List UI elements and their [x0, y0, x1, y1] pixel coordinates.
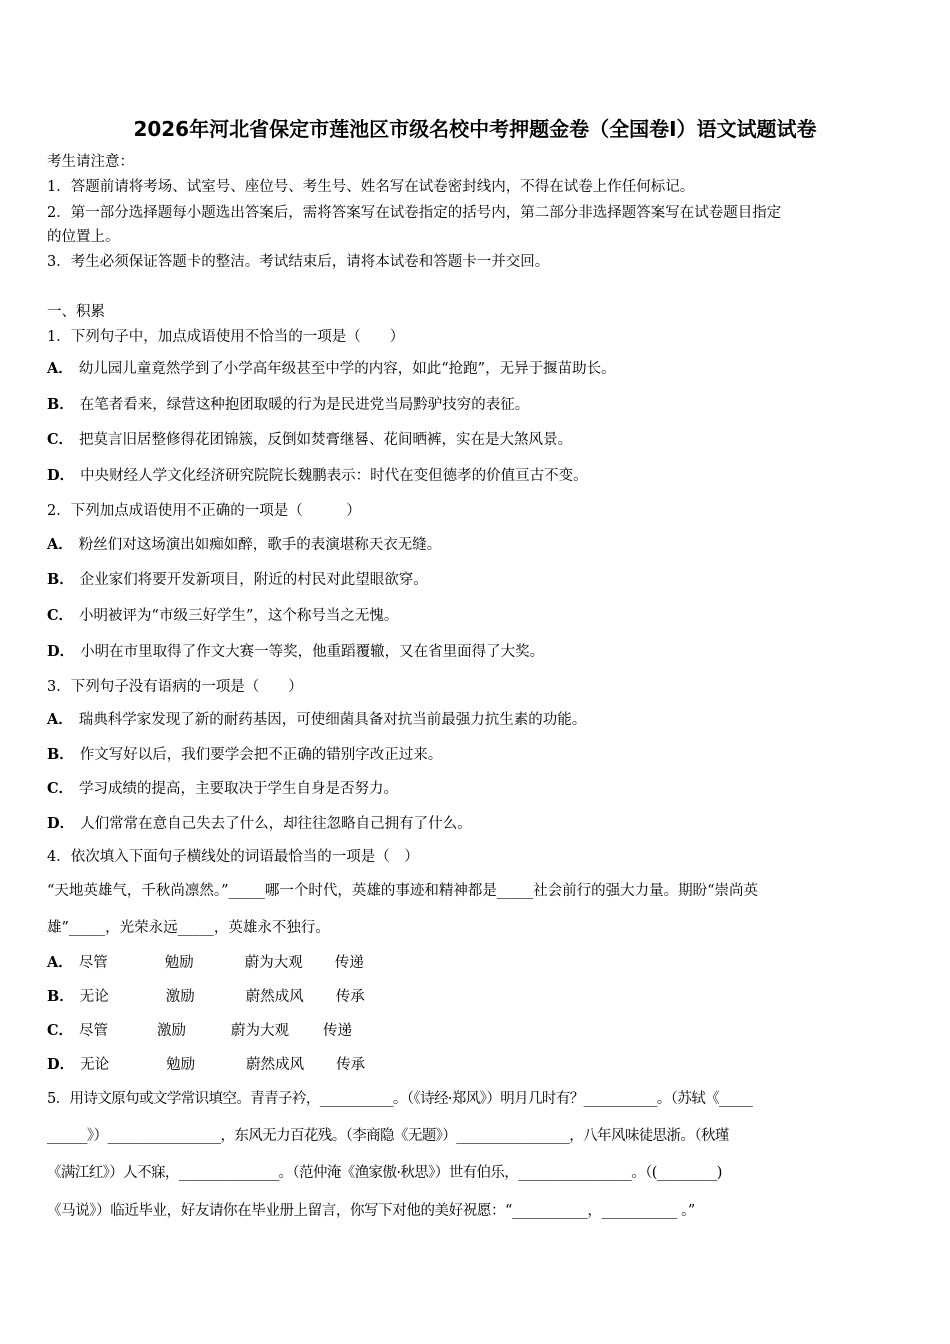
- option: [47, 606, 903, 626]
- option-word: 蔚为大观: [244, 955, 303, 971]
- option: [47, 1021, 903, 1041]
- option-text: 粉丝们对这场演出如痴如醉，歌手的表演堪称天衣无缝。: [78, 537, 442, 553]
- option: [47, 570, 903, 590]
- option-label: D．: [47, 467, 75, 484]
- option-label: C．: [47, 607, 74, 624]
- question-stem: 2．下列加点成语使用不正确的一项是（ ）: [47, 503, 361, 519]
- option-word: 传递: [323, 1023, 353, 1039]
- option-label: C．: [47, 780, 74, 797]
- option: [47, 535, 903, 555]
- section-heading: 一、积累: [47, 304, 105, 320]
- option: [47, 953, 903, 973]
- notice-item: 1．答题前请将考场、试室号、座位号、考生号、姓名写在试卷密封线内，不得在试卷上作任何标记。: [47, 179, 695, 195]
- option-label: A．: [47, 711, 73, 728]
- option-word: 传承: [336, 1057, 366, 1073]
- option: [47, 814, 903, 834]
- option-word: 激励: [165, 989, 195, 1005]
- option-text: 中央财经人学文化经济研究院院长魏鹏表示：时代在变但德孝的价值亘古不变。: [80, 468, 588, 484]
- question-passage: 《马说》）临近毕业，好友请你在毕业册上留言，你写下对他的美好祝愿：“___________，___________ 。”: [47, 1203, 695, 1219]
- option-label: A．: [47, 360, 73, 377]
- question-passage: ______》）_________________，东风无力百花残。（李商隐《无题》）_________________，八年风味徒思浙。（秋瑾: [47, 1128, 729, 1144]
- notice-item: 的位置上。: [47, 229, 120, 245]
- option-text: 小明在市里取得了作文大赛一等奖，他重蹈覆辙，又在省里面得了大奖。: [80, 644, 545, 660]
- option-text: 人们常常在意自己失去了什么，却往往忽略自己拥有了什么。: [80, 816, 472, 832]
- option: [47, 779, 903, 799]
- option-label: C．: [47, 431, 74, 448]
- option-word: 尽管: [78, 955, 108, 971]
- option-label: B．: [47, 988, 74, 1005]
- option-label: D．: [47, 815, 75, 832]
- option-word: 无论: [79, 989, 109, 1005]
- option: [47, 710, 903, 730]
- option-word: 尽管: [79, 1023, 109, 1039]
- option-label: B．: [47, 571, 74, 588]
- question-stem: 4．依次填入下面句子横线处的词语最恰当的一项是（ ）: [47, 849, 419, 865]
- question-passage: 雄”_____，光荣永远_____，英雄永不独行。: [47, 920, 330, 936]
- option-word: 激励: [157, 1023, 187, 1039]
- option-word: 传承: [335, 989, 365, 1005]
- option: [47, 359, 903, 379]
- option-word: 蔚然成风: [246, 1057, 305, 1073]
- option: [47, 430, 903, 450]
- question-stem: 1．下列句子中，加点成语使用不恰当的一项是（ ）: [47, 329, 405, 345]
- notice-item: 2．第一部分选择题每小题选出答案后，需将答案写在试卷指定的括号内，第二部分非选择题答案写在试卷题目指定: [47, 205, 782, 221]
- option-text: 把莫言旧居整修得花团锦簇，反倒如焚膏继晷、花间晒裤，实在是大煞风景。: [79, 432, 573, 448]
- option: [47, 987, 903, 1007]
- option-label: C．: [47, 1022, 74, 1039]
- option-word: 蔚为大观: [231, 1023, 290, 1039]
- option: [47, 745, 903, 765]
- question-passage: 《满江红》）人不寐，_______________。（范仲淹《渔家傲·秋思》）世有伯乐，_________________。（(_________): [47, 1165, 722, 1181]
- option: [47, 395, 903, 415]
- option: [47, 1055, 903, 1075]
- option: [47, 642, 903, 662]
- option-word: 蔚然成风: [245, 989, 304, 1005]
- option-word: 勉励: [166, 1057, 196, 1073]
- option-label: D．: [47, 1056, 75, 1073]
- question-stem: 5．用诗文原句或文学常识填空。青青子衿，___________。（《诗经·郑风》）明月几时有？___________。（苏轼《_____: [47, 1091, 753, 1107]
- option-label: A．: [47, 954, 73, 971]
- option-text: 企业家们将要开发新项目，附近的村民对此望眼欲穿。: [79, 572, 428, 588]
- option-word: 无论: [80, 1057, 110, 1073]
- option: [47, 466, 903, 486]
- option-text: 瑞典科学家发现了新的耐药基因，可使细菌具备对抗当前最强力抗生素的功能。: [78, 712, 587, 728]
- option-text: 在笔者看来，绿营这种抱团取暖的行为是民进党当局黔驴技穷的表征。: [79, 397, 530, 413]
- option-label: D．: [47, 643, 75, 660]
- option-text: 幼儿园儿童竟然学到了小学高年级甚至中学的内容，如此“抢跑”，无异于揠苗助长。: [78, 361, 616, 377]
- notice-item: 3．考生必须保证答题卡的整洁。考试结束后，请将本试卷和答题卡一并交回。: [47, 254, 550, 270]
- option-word: 传递: [334, 955, 364, 971]
- question-passage: “天地英雄气，千秋尚凛然。”_____哪一个时代，英雄的事迹和精神都是_____社会前行的强大力量。期盼“崇尚英: [47, 883, 758, 899]
- notice-heading: 考生请注意：: [47, 154, 134, 170]
- option-word: 勉励: [164, 955, 194, 971]
- option-label: B．: [47, 396, 74, 413]
- page-title: 2026年河北省保定市莲池区市级名校中考押题金卷（全国卷Ⅰ）语文试题试卷: [133, 117, 817, 141]
- option-label: B．: [47, 746, 74, 763]
- option-text: 作文写好以后，我们要学会把不正确的错别字改正过来。: [79, 747, 443, 763]
- option-text: 学习成绩的提高，主要取决于学生自身是否努力。: [79, 781, 399, 797]
- option-text: 小明被评为“市级三好学生”，这个称号当之无愧。: [79, 608, 399, 624]
- option-label: A．: [47, 536, 73, 553]
- question-stem: 3．下列句子没有语病的一项是（ ）: [47, 679, 303, 695]
